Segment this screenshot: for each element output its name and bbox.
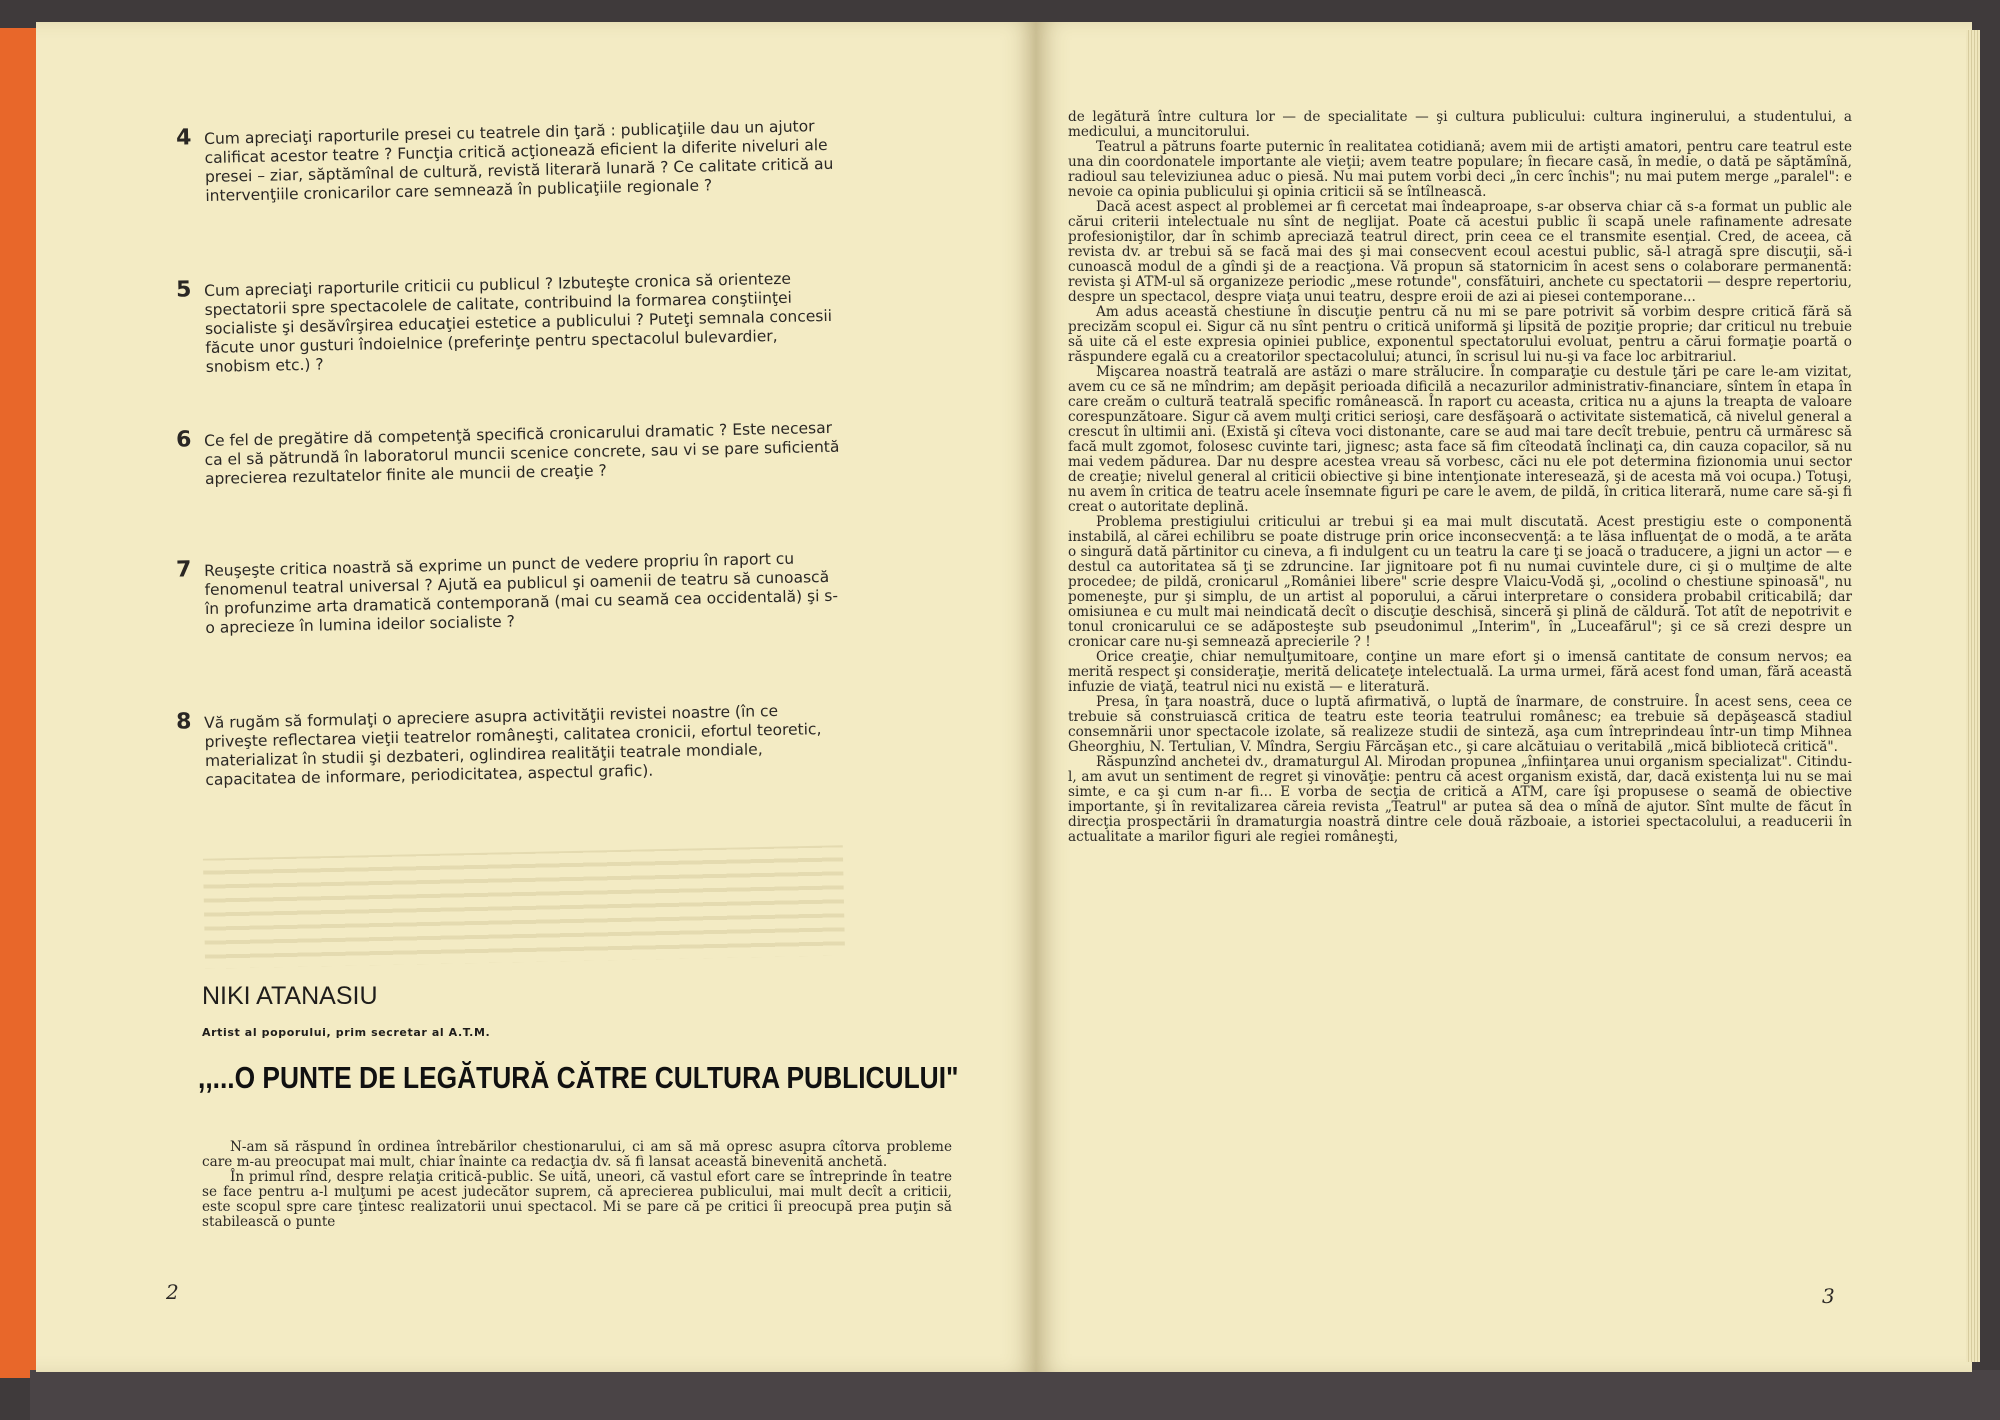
paragraph: de legătură între cultura lor — de specialitate — şi cultura publicului: cultura inginerului, a studentului, a medicului, a muncitorului. (1068, 109, 1852, 140)
article-body-right (1068, 110, 1852, 845)
question-number: 6 (175, 427, 192, 453)
paragraph: Presa, în ţara noastră, duce o luptă afirmativă, o luptă de înarmare, de construire. În acest sens, ceea ce trebuie să construiască critica de teatru este teoria teatrului românesc; ea trebuie să depăşească stadiul consemnării unor spectacole izolate, să realizeze studii de sinteză, aşa cum întreprindeau într-un timp Mihnea Gheorghiu, N. Tertulian, V. Mîndra, Sergiu Fărcăşan etc., şi care alcătuiau o veritabilă „mică bibliotecă critică". (1068, 694, 1852, 755)
paragraph: Orice creaţie, chiar nemulţumitoare, conţine un mare efort şi o imensă cantitate de consum nervos; ea merită respect şi consideraţie, merită delicateţe intelectuală. La urma urmei, fără acest fond uman, fără această infuzie de viaţă, teatrul nici nu există — e literatură. (1068, 649, 1852, 695)
paragraph: Mişcarea noastră teatrală are astăzi o mare strălucire. În comparaţie cu destule ţări pe care le-am vizitat, avem cu ce să ne mîndrim; am depăşit perioada dificilă a necazurilor administrativ-financiare, sîntem în etapa în care creăm o cultură teatrală specific românească. În raport cu aceasta, critica nu a ajuns la treapta de valoare corespunzătoare. Sigur că avem mulţi critici serioşi, care desfăşoară o activitate sistematică, că nivelul general a crescut în ultimii ani. (Există şi cîteva voci distonante, care se aud mai tare decît trebuie, pentru că urmăresc să facă mult zgomot, folosesc cuvinte tari, jignesc; asta face să fim cîteodată înclinaţi ca, din cauza copacilor, să nu mai vedem pădurea. Dar nu despre acestea vreau să vorbesc, căci nu ele pot determina fizionomia unui sector de creaţie; nivelul general al criticii obiective şi bine intenţionate interesează, şi de acesta mă voi ocupa.) Totuşi, nu avem în critica de teatru acele însemnate figuri pe care le avem, de pildă, în critica literară, nume care să-şi fi creat o autoritate deplină. (1068, 364, 1852, 515)
question-text: Ce fel de pregătire dă competenţă specifică cronicarului dramatic ? Este necesar ca el să pătrundă în laboratorul muncii scenice concrete, sau vi se pare suficientă aprecierea rezultatelor finite ale muncii de creaţie ? (204, 418, 840, 488)
question-number: 5 (175, 277, 192, 303)
paragraph: N-am să răspund în ordinea întrebărilor chestionarului, ci am să mă opresc asupra cîtorva probleme care m-au preocupat mai mult, chiar înainte ca redacţia dv. să fi lansat această binevenită anchetă. (202, 1139, 952, 1170)
question-text: Cum apreciaţi raporturile criticii cu publicul ? Izbuteşte cronica să orienteze spectatorii spre spectacolele de calitate, contribuind la formarea conştiinţei socialiste şi desăvîrşirea educaţiei estetice a publicului ? Puteţi semnala concesii făcute unor gusturi îndoielnice (preferinţe pentru spectacolul bulevardier, snobism etc.) ? (204, 269, 833, 376)
question-8 (175, 701, 845, 790)
book-cover-bottom (30, 1370, 2000, 1420)
paragraph: Am adus această chestiune în discuţie pentru că nu mi se pare potrivit să vorbim despre critică fără să precizăm scopul ei. Sigur că nu sînt pentru o critică uniformă şi lipsită de poziţie proprie; dar criticul nu trebuie să uite că el este expresia opiniei publice, exponentul spectatorului evoluat, pentru a cărui formaţie poartă o răspundere egală cu a creatorilor spectacolului; atunci, în scrisul lui nu-şi va face loc arbitrariul. (1068, 304, 1852, 365)
question-4 (175, 117, 845, 206)
question-number: 4 (175, 125, 192, 151)
left-page (36, 22, 1037, 1372)
page-number: 3 (1822, 1284, 1835, 1308)
question-6 (175, 418, 845, 489)
question-7 (175, 549, 845, 638)
paragraph: Teatrul a pătruns foarte puternic în realitatea cotidiană; avem mii de artişti amatori, pentru care teatrul este una din coordonatele importante ale vieţii; avem teatre populare; în fiecare casă, în medie, o dată pe săptămînă, radioul sau televiziunea aduc o piesă. Nu mai putem vorbi deci „în cerc închis"; nu mai putem merge „paralel": e nevoie ca opinia publicului şi opinia criticii să se întîlnească. (1068, 139, 1852, 200)
question-text: Cum apreciaţi raporturile presei cu teatrele din ţară : publicaţiile dau un ajutor calificat acestor teatre ? Funcţia critică acţionează eficient la diferite niveluri ale presei – ziar, săptămînal de cultură, revistă literară lunară ? Ce calitate critică au intervenţiile cronicarilor care semnează în publicaţiile regionale ? (204, 117, 834, 205)
article-headline: ,,...O PUNTE DE LEGĂTURĂ CĂTRE CULTURA PUBLICULUI" (198, 1060, 959, 1095)
article-body-left (202, 1140, 952, 1230)
paragraph: Problema prestigiului criticului ar trebui şi ea mai mult discutată. Acest prestigiu este o componentă instabilă, al cărei echilibru se poate distruge prin orice inconsecvenţă: a te lăsa influenţat de o modă, a te arăta o singură dată părtinitor cu cineva, a fi indulgent cu un teatru la care ţi se joacă o traducere, a jigni un actor — e destul ca autoritatea să ţi se zdruncine. Iar jignitoare pot fi nu numai cuvintele dure, ci şi o mulţime de alte procedee; de pildă, cronicarul „României libere" scrie despre Vlaicu-Vodă şi, „ocolind o chestiune spinoasă", nu pomeneşte, pur şi simplu, de un artist al poporului, a cărui interpretare o considera probabil criticabilă; dar omisiunea e cu mult mai neindicată decît o discuţie deschisă, sinceră şi plină de căldură. Tot atît de nepotrivit e tonul cronicarului ce se adăposteşte sub pseudonimul „Interim", în „Luceafărul"; şi ce să crezi despre un cronicar care nu-şi semnează aprecierile ? ! (1068, 514, 1852, 650)
question-number: 7 (175, 557, 192, 583)
author-name: NIKI ATANASIU (202, 982, 378, 1010)
page-edges (1966, 30, 1980, 1362)
author-role: Artist al poporului, prim secretar al A.T.M. (202, 1026, 491, 1039)
paragraph: Dacă acest aspect al problemei ar fi cercetat mai îndeaproape, s-ar observa chiar că s-a format un public ale cărui criterii intelectuale nu sînt de neglijat. Poate că acestui public îi scapă unele rafinamente adresate profesioniştilor, dar în schimb apreciază teatrul direct, prin ceea ce el transmite esenţial. Cred, de aceea, că revista dv. ar trebui să se facă mai des şi mai consecvent ecoul acestui public, să-l atragă spre discuţii, să-i cunoască modul de a gîndi şi de a reacţiona. Vă propun să statornicim în acest sens o colaborare permanentă: revista şi ATM-ul să organizeze periodic „mese rotunde", consfătuiri, anchete cu spectatorii — despre repertoriu, despre un spectacol, despre viaţa unui teatru, despre eroii de azi ai piesei contemporane... (1068, 199, 1852, 305)
paragraph: Răspunzînd anchetei dv., dramaturgul Al. Mirodan propunea „înfiinţarea unui organism specializat". Citindu-l, am avut un sentiment de regret şi vinovăţie: pentru că acest organism există, dar, dacă existenţa lui nu se mai simte, e ca şi cum n-ar fi... E vorba de secţia de critică a ATM, care îşi propusese o seamă de obiective importante, şi în revitalizarea căreia revista „Teatrul" ar putea să dea o mînă de ajutor. Sînt multe de făcut în direcţia prospectării în dramaturgia noastră dintre cele două războaie, a istoriei spectacolului, a readucerii în actualitate a marilor figuri ale regiei româneşti, (1068, 754, 1852, 845)
question-text: Reuşeşte critica noastră să exprime un punct de vedere propriu în raport cu fenomenul teatral universal ? Ajută ea publicul şi oamenii de teatru să cunoască în profunzime arta dramatică contemporană (mai cu seamă cea occidentală) şi s-o aprecieze în lumina ideilor socialiste ? (204, 549, 839, 637)
show-through-text (203, 845, 845, 968)
question-5 (175, 269, 846, 377)
question-text: Vă rugăm să formulaţi o apreciere asupra activităţii revistei noastre (în ce priveşte reflectarea vieţii teatrelor româneşti, calitatea cronicii, efortul teoretic, materializat în studii şi dezbateri, oglindirea realităţii teatrale mondiale, capacitatea de informare, periodicitatea, aspectul grafic). (204, 701, 822, 789)
right-page (1036, 22, 1972, 1372)
question-number: 8 (175, 709, 192, 735)
page-number: 2 (166, 1280, 179, 1304)
paragraph: În primul rînd, despre relaţia critică-public. Se uită, uneori, că vastul efort care se întreprinde în teatre se face pentru a-l mulţumi pe acest judecător suprem, că aprecierea publicului, mai mult decît a criticii, este scopul spre care ţintesc realizatorii unui spectacol. Mi se pare că pe critici îi preocupă prea puţin să stabilească o punte (202, 1169, 952, 1230)
orange-cover-edge (0, 28, 40, 1378)
